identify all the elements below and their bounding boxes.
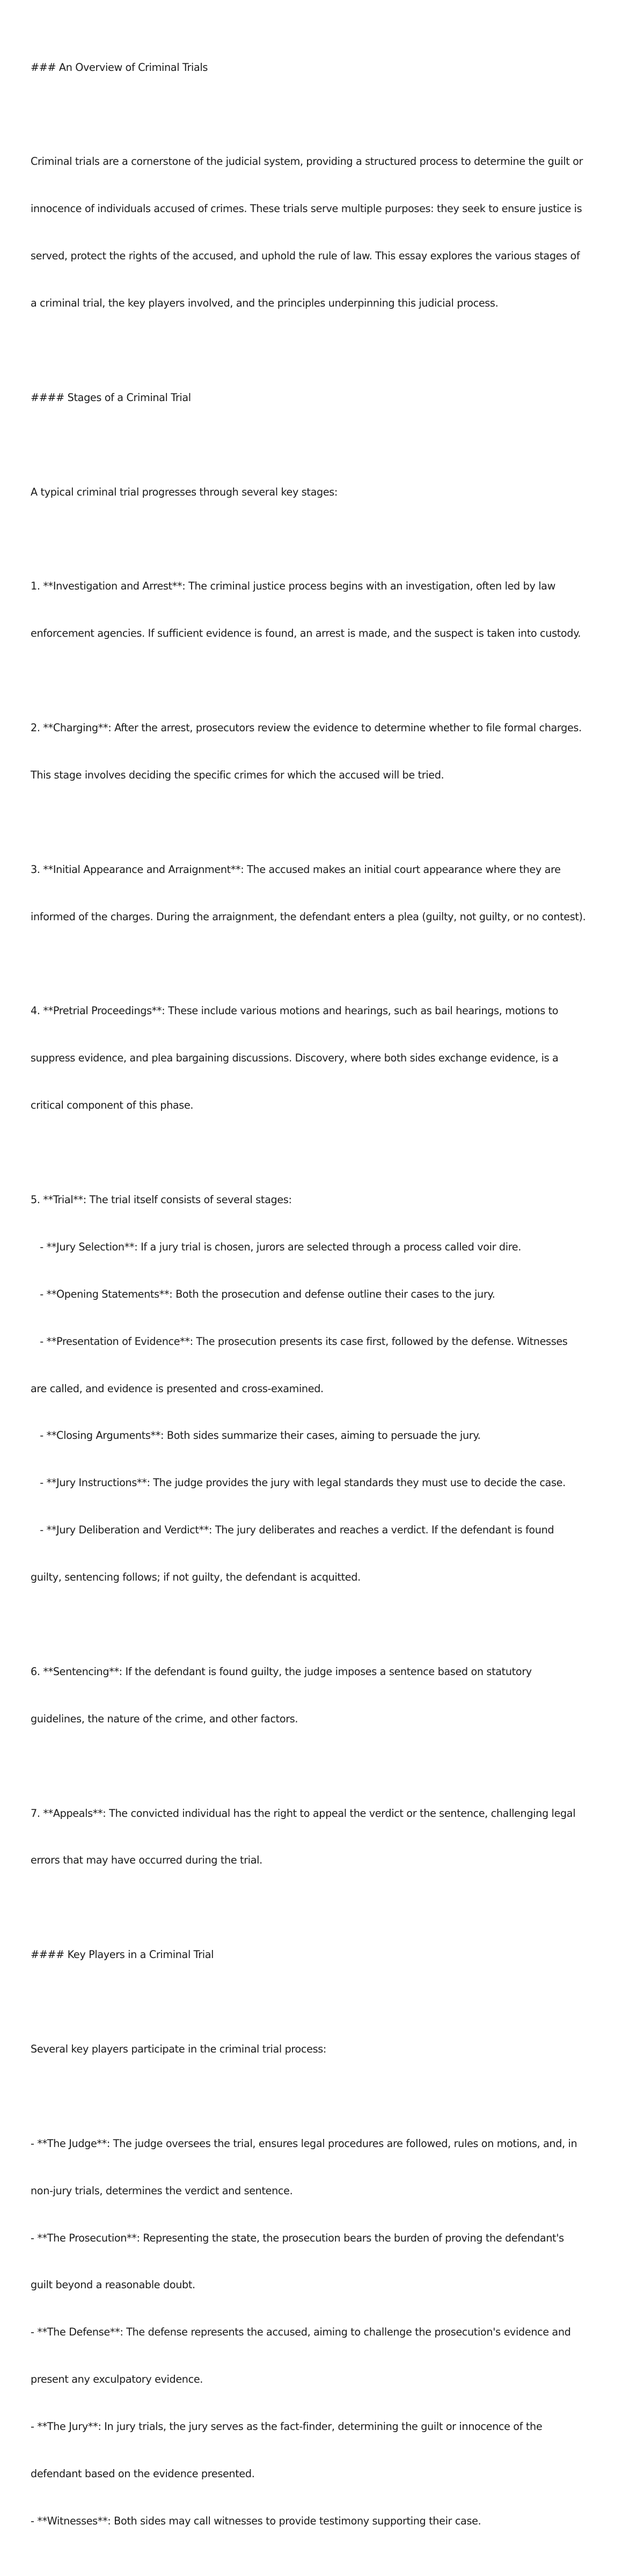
heading-stages bbox=[31, 358, 621, 436]
list-item: - **The Prosecution**: Representing the state, the prosecution bears the burden of proving the defendant's bbox=[31, 2231, 564, 2244]
stage-line: 4. **Pretrial Proceedings**: These include various motions and hearings, such as bail hearings, motions to bbox=[31, 1005, 559, 1017]
intro-line: innocence of individuals accused of crimes. These trials serve multiple purposes: they seek to ensure justice is bbox=[31, 202, 582, 215]
stage-line: enforcement agencies. If sufficient evidence is found, an arrest is made, and the suspect is taken into custody. bbox=[31, 627, 581, 640]
stage-1-investigation bbox=[31, 547, 621, 673]
list-item: guilt beyond a reasonable doubt. bbox=[31, 2279, 195, 2291]
stage-line: This stage involves deciding the specific crimes for which the accused will be tried. bbox=[31, 768, 444, 781]
stage-3-arraignment bbox=[31, 830, 621, 956]
stage-7-appeals bbox=[31, 1774, 621, 1900]
intro-paragraph bbox=[31, 122, 621, 343]
stage-5-trial bbox=[31, 1160, 621, 1617]
list-item: present any exculpatory evidence. bbox=[31, 2373, 203, 2386]
stage-line: 5. **Trial**: The trial itself consists of several stages: bbox=[31, 1193, 292, 1206]
stage-sub-line: - **Jury Instructions**: The judge provides the jury with legal standards they must use to decide the case. bbox=[31, 1476, 566, 1489]
stage-line: 7. **Appeals**: The convicted individual has the right to appeal the verdict or the sentence, challenging legal bbox=[31, 1807, 576, 1820]
document-page bbox=[31, 28, 621, 2576]
stage-sub-line: are called, and evidence is presented and cross-examined. bbox=[31, 1382, 324, 1395]
stage-sub-line: - **Opening Statements**: Both the prosecution and defense outline their cases to the jury. bbox=[31, 1287, 495, 1300]
heading-players-text: #### Key Players in a Criminal Trial bbox=[31, 1948, 214, 1961]
players-list bbox=[31, 2104, 621, 2560]
list-item: - **Witnesses**: Both sides may call witnesses to provide testimony supporting their case. bbox=[31, 2514, 481, 2527]
players-intro-text: Several key players participate in the criminal trial process: bbox=[31, 2043, 326, 2055]
heading-main-text: ### An Overview of Criminal Trials bbox=[31, 61, 208, 74]
players-intro bbox=[31, 2010, 621, 2088]
heading-players bbox=[31, 1916, 621, 1994]
stage-line: informed of the charges. During the arraignment, the defendant enters a plea (guilty, not guilty, or no contest). bbox=[31, 910, 586, 923]
stage-line: suppress evidence, and plea bargaining discussions. Discovery, where both sides exchange evidence, is a bbox=[31, 1052, 559, 1065]
stage-line: 6. **Sentencing**: If the defendant is found guilty, the judge imposes a sentence based on statutory bbox=[31, 1665, 532, 1678]
stage-4-pretrial bbox=[31, 972, 621, 1145]
intro-line: a criminal trial, the key players involved, and the principles underpinning this judicial process. bbox=[31, 297, 499, 310]
stages-intro-text: A typical criminal trial progresses through several key stages: bbox=[31, 485, 338, 498]
heading-stages-text: #### Stages of a Criminal Trial bbox=[31, 391, 191, 404]
stage-line: guidelines, the nature of the crime, and other factors. bbox=[31, 1712, 298, 1725]
intro-line: Criminal trials are a cornerstone of the judicial system, providing a structured process to determine the guilt or bbox=[31, 155, 583, 168]
list-item: - **The Jury**: In jury trials, the jury serves as the fact-finder, determining the guilt or innocence of the bbox=[31, 2420, 543, 2433]
stage-sub-line: - **Jury Selection**: If a jury trial is chosen, jurors are selected through a process called voir dire. bbox=[31, 1240, 521, 1253]
list-item: non-jury trials, determines the verdict and sentence. bbox=[31, 2184, 293, 2197]
intro-line: served, protect the rights of the accused, and uphold the rule of law. This essay explores the various stages of bbox=[31, 250, 580, 263]
heading-main bbox=[31, 28, 621, 106]
stage-sub-line: guilty, sentencing follows; if not guilty, the defendant is acquitted. bbox=[31, 1571, 361, 1584]
stage-line: critical component of this phase. bbox=[31, 1099, 194, 1112]
stage-sub-line: - **Closing Arguments**: Both sides summarize their cases, aiming to persuade the jury. bbox=[31, 1429, 481, 1442]
stage-line: 1. **Investigation and Arrest**: The criminal justice process begins with an investigation, often led by law bbox=[31, 580, 555, 593]
list-item: - **The Defense**: The defense represents the accused, aiming to challenge the prosecution's evidence and bbox=[31, 2326, 571, 2339]
stage-line: 3. **Initial Appearance and Arraignment**: The accused makes an initial court appearance where they are bbox=[31, 863, 561, 876]
list-item: defendant based on the evidence presented. bbox=[31, 2468, 255, 2480]
stage-2-charging bbox=[31, 688, 621, 814]
stage-6-sentencing bbox=[31, 1632, 621, 1758]
stage-line: 2. **Charging**: After the arrest, prosecutors review the evidence to determine whether to file formal charges. bbox=[31, 722, 582, 734]
stage-line: errors that may have occurred during the trial. bbox=[31, 1854, 262, 1867]
stages-intro bbox=[31, 453, 621, 531]
list-item: - **The Judge**: The judge oversees the trial, ensures legal procedures are followed, rules on motions, and, in bbox=[31, 2137, 577, 2150]
stage-sub-line: - **Jury Deliberation and Verdict**: The jury deliberates and reaches a verdict. If the defendant is found bbox=[31, 1524, 554, 1537]
stage-sub-line: - **Presentation of Evidence**: The prosecution presents its case first, followed by the defense. Witnesses bbox=[31, 1335, 568, 1348]
